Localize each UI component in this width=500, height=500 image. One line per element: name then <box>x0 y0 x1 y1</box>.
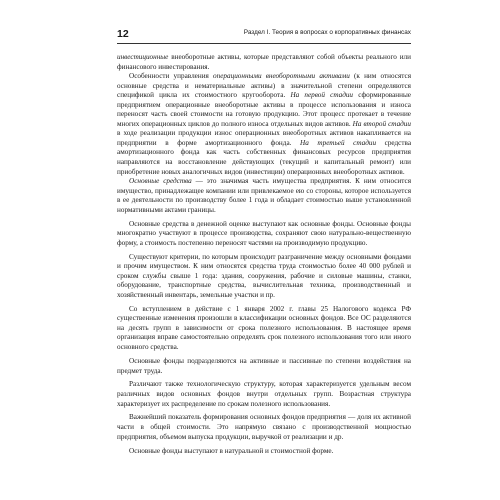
header-divider <box>117 43 411 44</box>
text-run: — это значимая часть имущества предприятия. К ним относится имущество, принадлежащее компании или привлекаемое ею со стороны, которое используется в ее деятельности по производству более 1 года и обладает стоимостью выше установленной нормативными актами границы. <box>117 177 411 214</box>
body-paragraph <box>117 220 411 249</box>
italic-term: Основные средства <box>129 177 192 186</box>
text-run: Существуют критерии, по которым происходит разграничение между основными фондами и прочим имуществом. К ним относятся средства труда стоимостью более 40 000 рублей и сроком службы свыше 1 года: здания, сооружения, рабочие и силовые машины, станки, оборудование, транспортные средства, вычислительная техника, производственный и хозяйственный инвентарь, земельные участки и пр. <box>117 252 411 299</box>
body-paragraph <box>117 380 411 409</box>
body-paragraph <box>117 253 411 301</box>
text-run: Со вступлением в действие с 1 января 2002 г. главы 25 Налогового кодекса РФ существенные изменения произошли в классификации основных фондов. Все ОС разделяются на десять групп в зависимости от срока полезного использования. В настоящее время организация вправе самостоятельно определять срок полезного использования того или иного основного средства. <box>117 304 411 352</box>
italic-term: На первой стадии <box>290 91 354 100</box>
italic-term: операционными внеоборотными активами <box>213 72 350 81</box>
body-paragraph <box>117 447 411 457</box>
italic-term: На второй стадии <box>352 119 411 128</box>
text-run: Важнейший показатель формирования основных фондов предприятия — доля их активной части в общей стоимости. Это напрямую связано с производственной мощностью предприятия, объемом выпуска продукции, выручкой от реализации и др. <box>117 413 411 441</box>
text-run: внеоборотные активы, которые представляют собой объекты реального или финансового инвестирования. <box>117 53 411 71</box>
body-paragraph <box>117 413 411 442</box>
body-paragraph <box>117 357 411 376</box>
text-run: в ходе реализации продукции износ операционных внеоборотных активов накапливается на предприятии в форме амортизационного фонда. <box>117 129 411 147</box>
text-run: Различают также технологическую структуру, которая характеризуется удельным весом различных видов основных фондов внутри отдельных групп. Возрастная структура характеризует их распределение по срокам полезного использования. <box>117 380 411 408</box>
text-run: Особенности управления <box>129 72 214 81</box>
text-run: Основные фонды подразделяются на активные и пассивные по степени воздействия на предмет труда. <box>117 356 411 375</box>
body-paragraph <box>117 305 411 353</box>
italic-term: На третьей стадии <box>300 138 377 147</box>
body-paragraph <box>117 72 411 177</box>
body-paragraph <box>117 53 411 72</box>
body-text <box>117 53 411 456</box>
text-run: средства амортизационного фонда как часть собственных финансовых ресурсов предприятия направляются на восстановление действующих (текущий и капитальный ремонт) или приобретение новых аналогичных видов (инвестиции) операционных внеоборотных активов. <box>117 138 412 176</box>
text-run: Основные средства в денежной оценке выступают как основные фонды. Основные фонды многократно участвуют в процессе производства, сохраняют свою натурально-вещественную форму, а стоимость постепенно переносят частями на производимую продукцию. <box>117 219 411 247</box>
page-header <box>117 27 411 41</box>
text-run: (к ним относятся основные средства и нематериальные активы) в значительной степени определяются спецификой цикла их стоимостного кругооборота. <box>117 72 411 100</box>
page-number: 12 <box>117 28 129 40</box>
body-paragraph <box>117 177 411 215</box>
italic-term: инвестиционные <box>117 53 169 61</box>
text-run: сформированные предприятием операционные внеоборотные активы в процессе использования и износа переносят часть своей стоимости на готовую продукцию. Этот процесс протекает в течение многих операционных циклов до полного износа отдельных видов активов. <box>117 91 411 128</box>
running-title: Раздел I. Теория в вопросах о корпоративных финансах <box>243 29 411 36</box>
text-run: Основные фонды выступают в натуральной и стоимостной форме. <box>129 446 334 455</box>
